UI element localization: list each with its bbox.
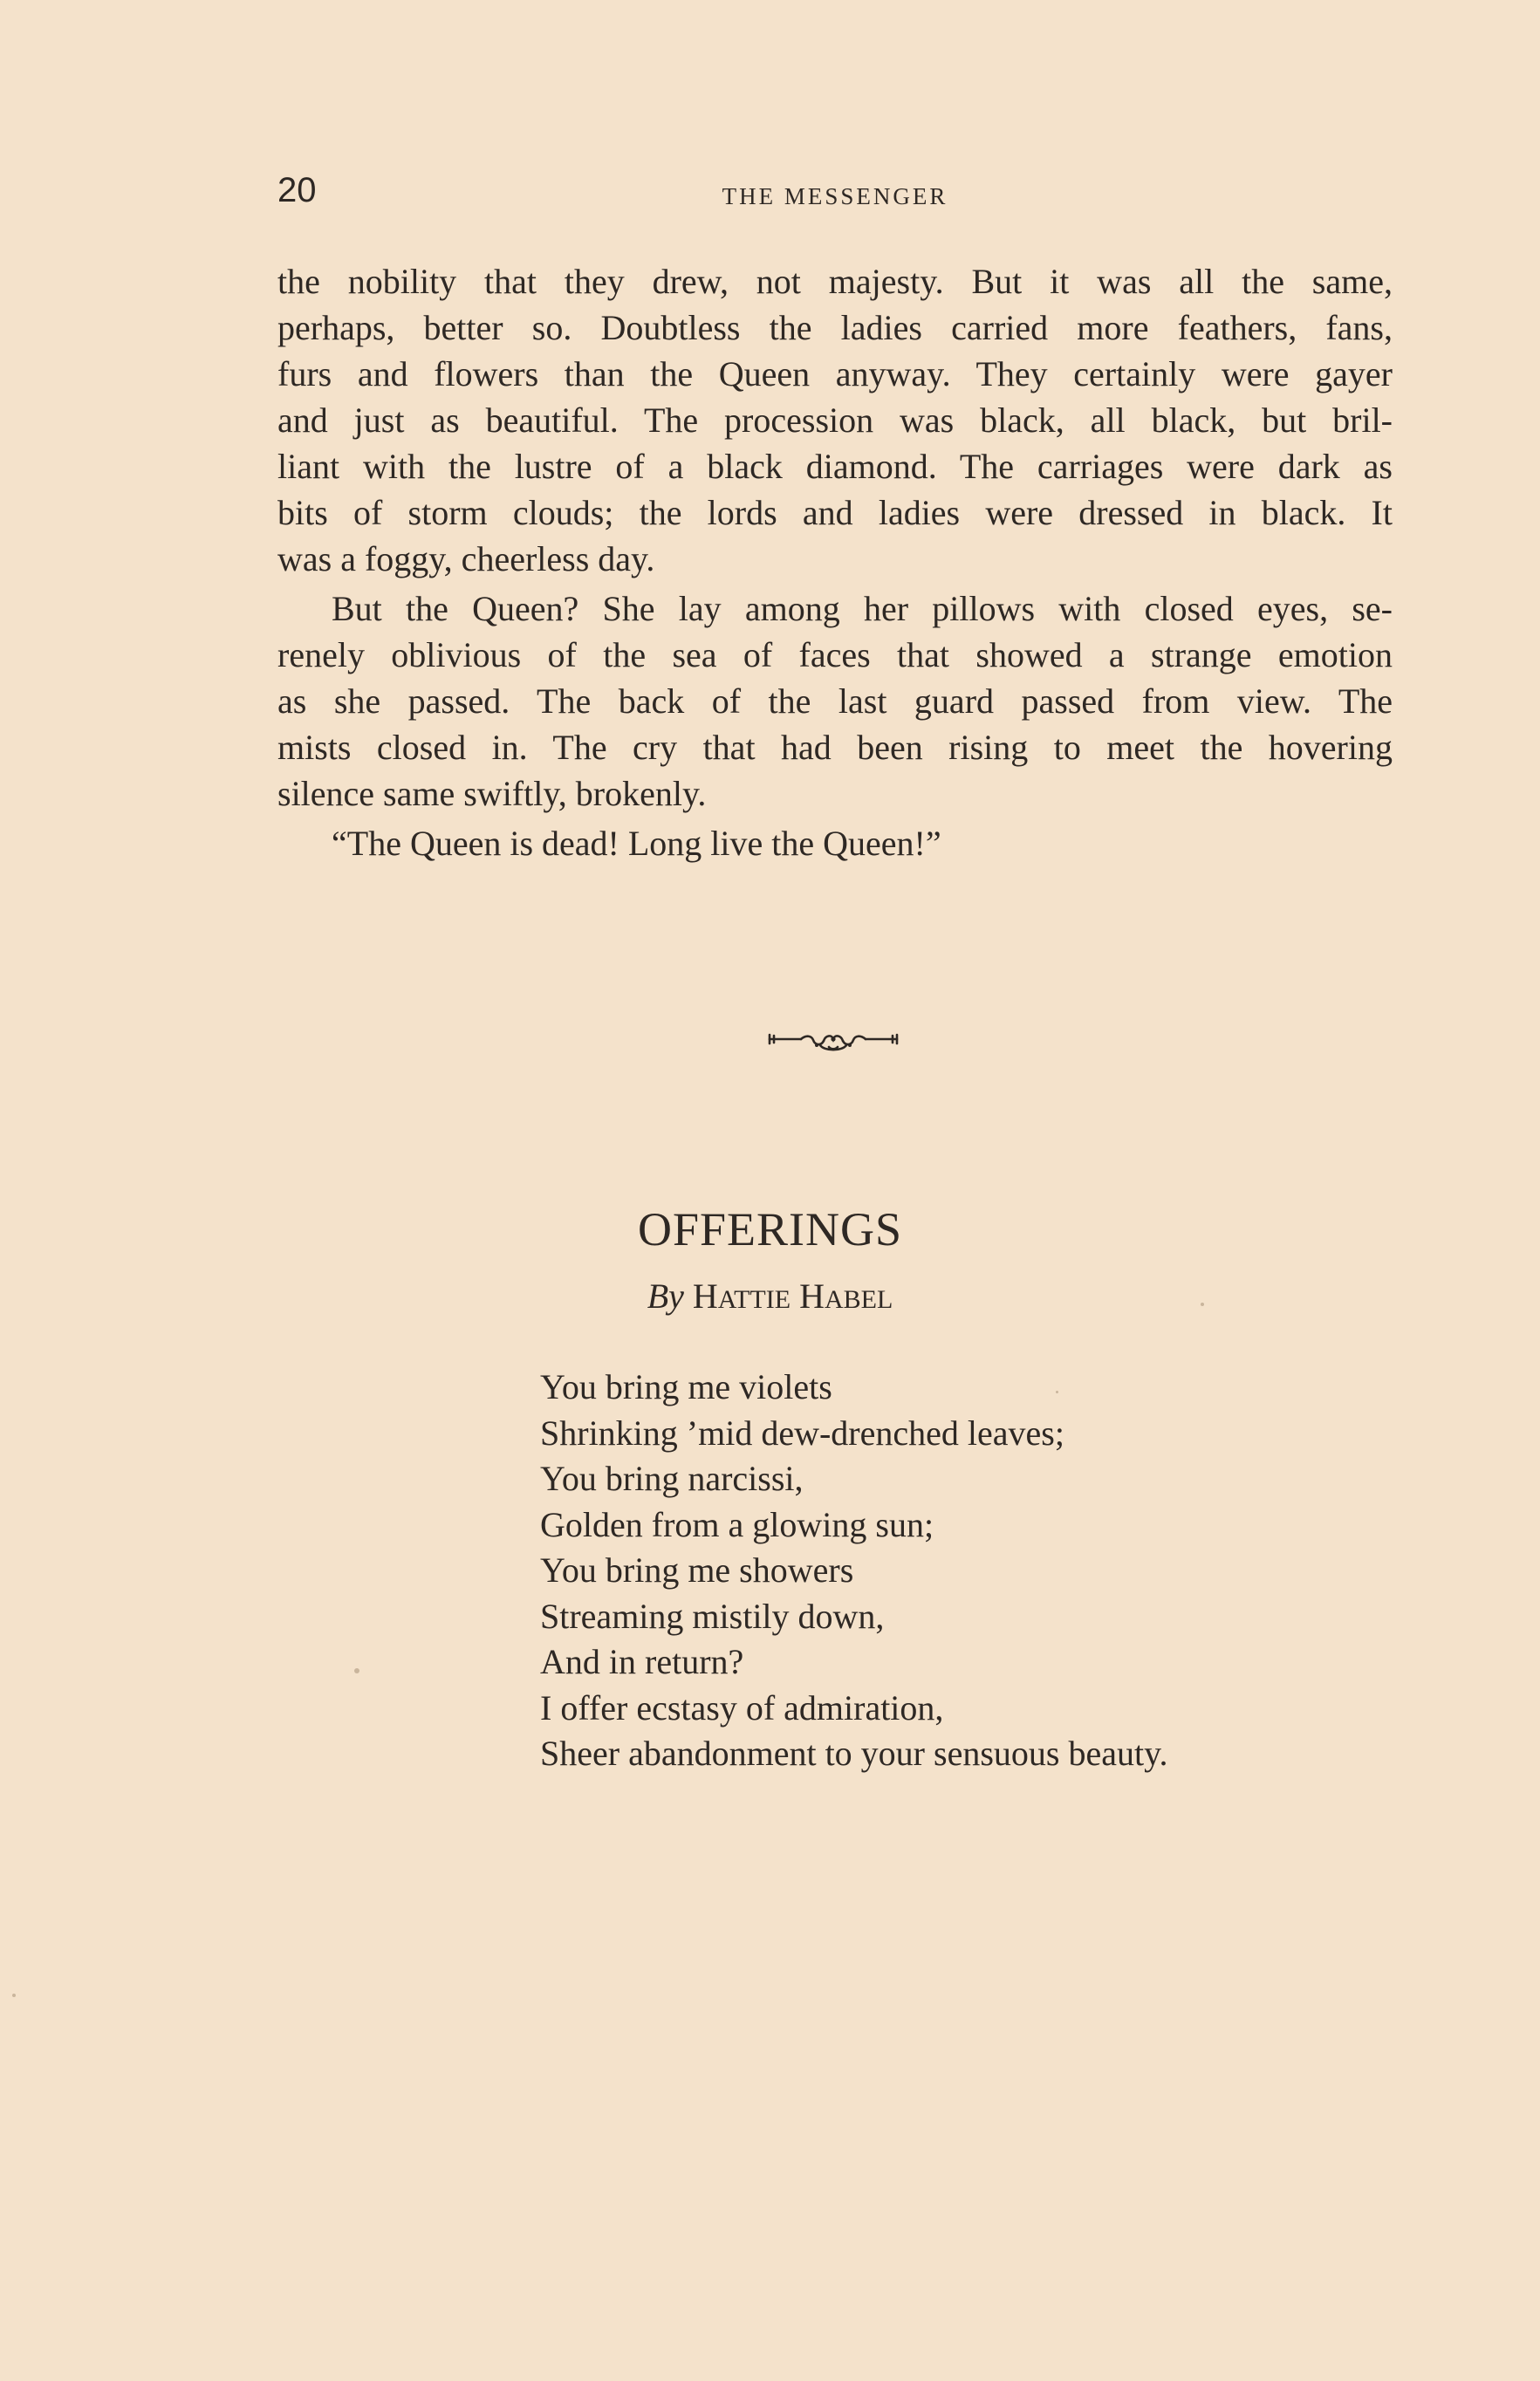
poem-body xyxy=(540,1365,1378,1777)
text-line: and just as beautiful. The procession was black, all black, but bril- xyxy=(277,400,1393,440)
poem-line: I offer ecstasy of admiration, xyxy=(540,1687,944,1728)
paragraph xyxy=(277,820,1393,866)
page-number: 20 xyxy=(277,171,317,209)
paragraph xyxy=(277,585,1393,817)
paper-speck xyxy=(12,1994,16,1997)
running-head xyxy=(277,171,1393,223)
text-line: perhaps, better so. Doubtless the ladies carried more feathers, fans, xyxy=(277,308,1393,347)
text-line: mists closed in. The cry that had been rising to meet the hovering xyxy=(277,728,1393,767)
poem-line: Streaming mistily down, xyxy=(540,1596,885,1636)
paper-speck xyxy=(354,1668,359,1673)
author-name-smallcaps: ATTIE xyxy=(717,1285,791,1314)
poem-title: OFFERINGS xyxy=(637,1203,903,1255)
text-line: bits of storm clouds; the lords and ladies were dressed in black. It xyxy=(277,493,1393,532)
author-initial: H xyxy=(799,1276,825,1316)
poem-line: Golden from a glowing sun; xyxy=(540,1504,934,1544)
author-initial: H xyxy=(692,1276,718,1316)
text-line: silence same swiftly, brokenly. xyxy=(277,774,707,813)
text-line: renely oblivious of the sea of faces that showed a strange emotion xyxy=(277,635,1393,674)
text-line: But the Queen? She lay among her pillows with closed eyes, se- xyxy=(332,589,1393,628)
text-line: “The Queen is dead! Long live the Queen!” xyxy=(332,824,941,863)
poem-line: You bring me violets xyxy=(540,1367,832,1406)
author-name xyxy=(693,1276,893,1316)
text-line: the nobility that they drew, not majesty. But it was all the same, xyxy=(277,262,1393,301)
paragraph xyxy=(277,258,1393,582)
poem-line: Sheer abandonment to your sensuous beauty. xyxy=(540,1734,1168,1773)
decorative-scroll-ornament-icon xyxy=(766,1028,900,1054)
text-line: furs and flowers than the Queen anyway. They certainly were gayer xyxy=(277,354,1393,393)
paper-speck xyxy=(1201,1303,1204,1306)
text-line: was a foggy, cheerless day. xyxy=(277,539,655,578)
author-name-smallcaps: ABEL xyxy=(824,1285,893,1314)
byline-by: By xyxy=(647,1276,684,1316)
prose-body xyxy=(277,258,1393,870)
text-line: liant with the lustre of a black diamond. The carriages were dark as xyxy=(277,447,1393,486)
poem-line: Shrinking ’mid dew-drenched leaves; xyxy=(540,1413,1064,1453)
poem-line: You bring narcissi, xyxy=(540,1459,804,1498)
paper-speck xyxy=(1056,1391,1058,1393)
poem-byline xyxy=(0,1276,1540,1317)
text-line: as she passed. The back of the last guard passed from view. The xyxy=(277,681,1393,721)
poem-line: And in return? xyxy=(540,1642,744,1681)
journal-title: THE MESSENGER xyxy=(722,183,948,209)
poem-line: You bring me showers xyxy=(540,1550,854,1590)
